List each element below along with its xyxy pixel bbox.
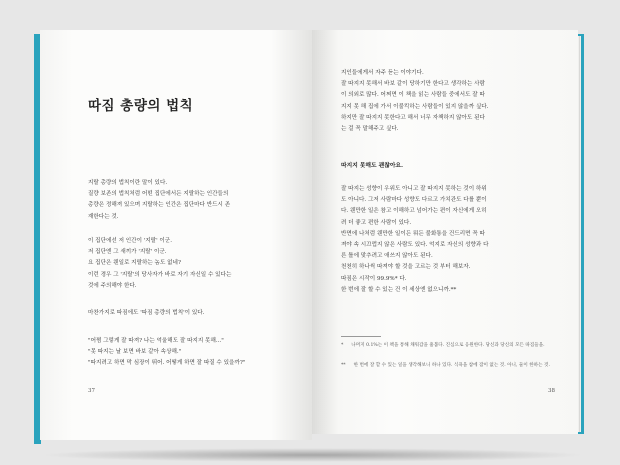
paragraph-1: 지인들에게서 자주 듣는 이야기다. 잘 따지지 못해서 바보 같이 당하기만 한다고 생각하는 사람 이 의외로 많다. 어쩌면 이 책을 읽는 사람들 중에서도 잘 따 지지 못 해 집에 가서 이불킥하는 사람들이 있지 않을까 싶다. 하지만 잘 따지지 못한다고 해서 너무 자책하지 않아도 된다 는 걸 꼭 말해주고 싶다. xyxy=(341,70,489,133)
footnote-1: * 나머지 0.1%는 이 책을 통해 채워갑을 흉봅다. 진심으로 응원한다. 당신과 당신의 모든 따짐들을. xyxy=(341,343,545,348)
page-number-right: 38 xyxy=(548,388,555,394)
paragraph-3: 마찬가지로 따짐에도 '따짐 총량의 법칙'이 있다. xyxy=(88,310,205,316)
paragraph-1: 지랄 총량의 법칙이란 말이 있다. 질량 보존의 법칙처럼 어떤 집단에서든 지랄하는 인간들의 총량은 정해져 있으며 지랄하는 인간은 집단마다 반드시 존 재한다는 것. xyxy=(88,180,231,220)
page-number-left: 37 xyxy=(88,388,95,394)
left-page xyxy=(40,30,312,440)
emphasis-heading: 따지지 못해도 괜찮아요. xyxy=(341,163,404,169)
book-shadow xyxy=(40,448,585,462)
paragraph-2: 이 집단에선 저 인간이 '지랄' 이군. 저 집단엔 그 새끼가 '지랄' 이군. 요 집단은 웬일로 지랄하는 놈도 없네? 이런 경우 그 '지랄'의 당사자가 바로 자기 자신일 수 있다는 것에 주의해야 한다. xyxy=(88,238,232,289)
paragraph-2: 잘 따지는 성향이 우위도 아니고 잘 따지지 못하는 것이 하위 도 아니다. 그저 사람마다 성향도 다르고 가치관도 다를 뿐이 다. 웬만한 일은 참고 이해하고 넘어가는 편이 자신에게 오히 려 더 좋고 편한 사람이 있다. 반면에 나처럼 웬만한 일이든 뭐든 불화통을 건드리면 꼭 따 져야 속 시끄럽지 않은 사람도 있다. 억지로 자신의 성향과 다 른 틀에 맞추려고 애쓰지 않아도 된다. 천천히 하나씩 따져야 할 것을 고르는 것 부터 해보자. 따짐은 시작이 99.9%* 다. 한 번에 잘 할 수 있는 건 이 세상엔 없으니까.** xyxy=(341,186,489,293)
chapter-title: 따짐 총량의 법칙 xyxy=(88,98,194,114)
right-page xyxy=(312,30,578,434)
footnote-divider xyxy=(341,336,381,337)
paragraph-4: "어쩜 그렇게 잘 따져? 나는 억울해도 잘 따지지 못해..." "못 따지는 날 보면 바보 같아 속상해." "따지려고 하면 막 심장이 뛰어. 어떻게 하면 잘 따질 수 있을까?" xyxy=(88,338,246,367)
footnote-2: ** 한 번에 잘 할 수 있는 일을 생각해보니 하나 있다. 식욕을 참에 잠이 없는 것. 아니, 둘이 한하는 것. xyxy=(341,363,550,368)
